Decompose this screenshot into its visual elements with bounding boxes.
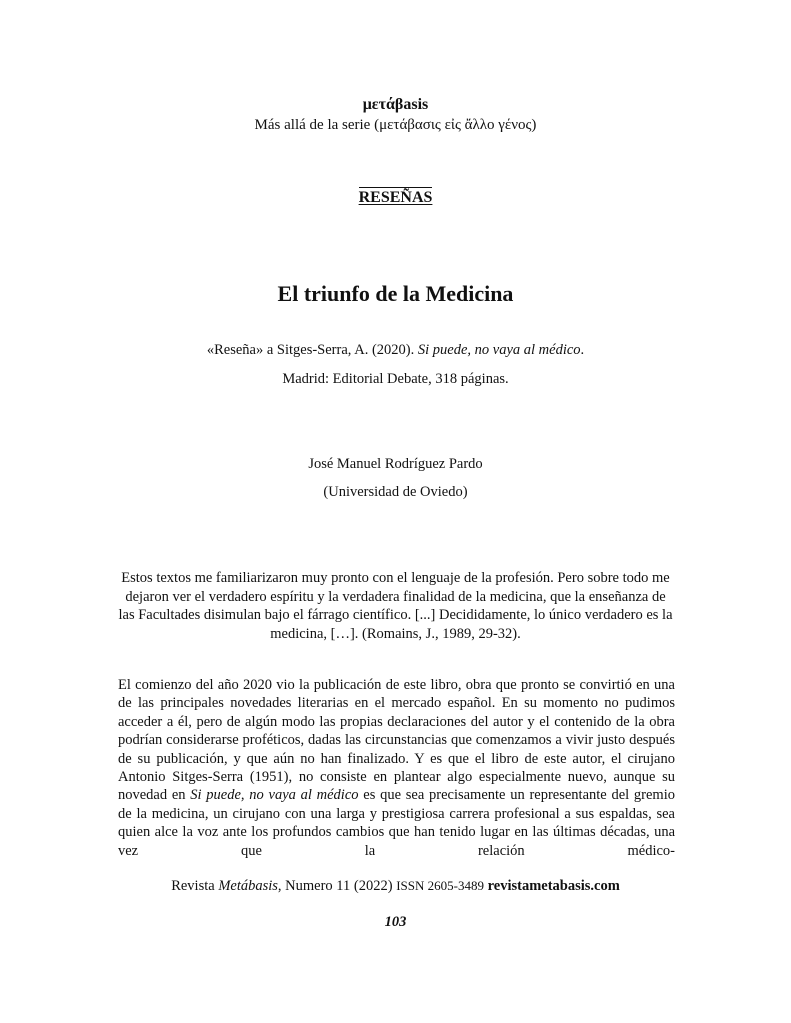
author-affiliation: (Universidad de Oviedo) xyxy=(323,484,468,500)
journal-name: μετάβasis xyxy=(362,96,429,113)
issn: ISSN 2605-3489 xyxy=(396,878,484,893)
page-footer: Revista Metábasis, Numero 11 (2022) ISSN 2605-3489 revistametabasis.com xyxy=(171,878,620,894)
book-reference: «Reseña» a Sitges-Serra, A. (2020). Si puede, no vaya al médico. xyxy=(206,342,585,358)
book-title: Si puede, no vaya al médico xyxy=(417,342,581,358)
epigraph-quote: Estos textos me familiarizaron muy pronto con el lenguaje de la profesión. Pero sobre todo me dejaron ver el verdadero espíritu y la verdadera finalidad de la medicina, que la enseñanza de las Facultades disimulan bajo el fárrago científico. [...] Decididamente, lo único verdadero es la medicina, […]. (Romains, J., 1989, 29-32). xyxy=(118,570,673,642)
page-number: 103 xyxy=(384,914,407,930)
section-label: RESEÑAS xyxy=(358,189,433,206)
journal-subtitle: Más allá de la serie (μετάβασις εἰς ἄλλο γένος) xyxy=(254,117,537,133)
body-paragraph: El comienzo del año 2020 vio la publicación de este libro, obra que pronto se convirtió en una de las principales novedades literarias en el mercado español. En su momento no pudimos acceder a él, pero de algún modo las propias declaraciones del autor y el contenido de la obra podrían considerarse proféticos, dadas las circunstancias que comenzamos a vivir justo después de su publicación, y que aún no han finalizado. Y es que el libro de este autor, el cirujano Antonio Sitges-Serra (1951), no consiste en plantear algo especialmente nuevo, aunque su novedad en Si puede, no vaya al médico es que sea precisamente un representante del gremio de la medicina, un cirujano con una larga y prestigiosa carrera profesional a sus espaldas, sea quien alce la voz ante los profundos cambios que han tenido lugar en las últimas décadas, una vez que la relación médico- xyxy=(118,677,675,859)
body-book-title: Si puede, no vaya al médico xyxy=(190,787,359,804)
author-name: José Manuel Rodríguez Pardo xyxy=(308,456,483,472)
article-title: El triunfo de la Medicina xyxy=(277,281,514,306)
journal-website: revistametabasis.com xyxy=(487,878,620,894)
book-publisher: Madrid: Editorial Debate, 318 páginas. xyxy=(282,371,509,387)
